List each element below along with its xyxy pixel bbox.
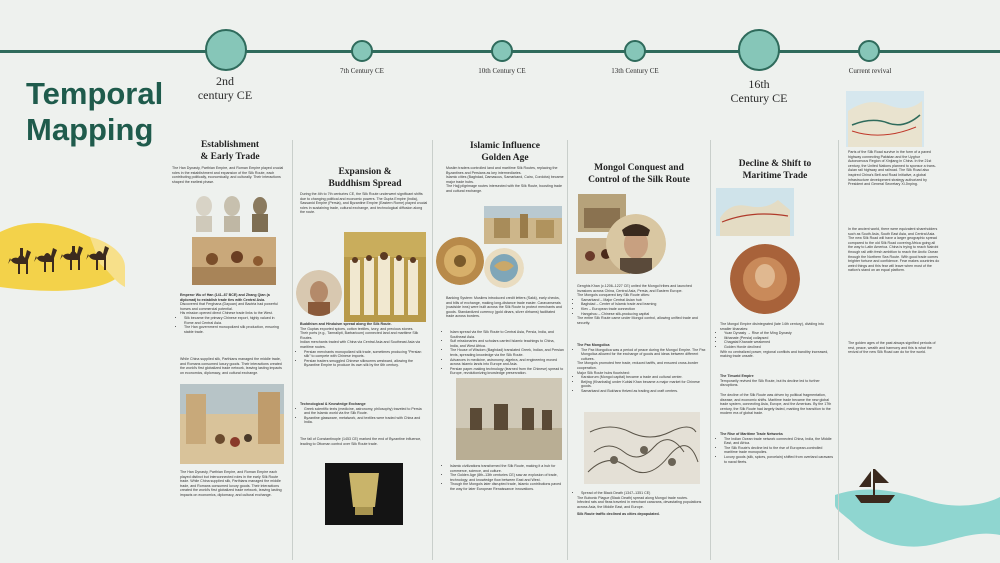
wudi-head: Emperor Wu of Han (141–87 BCE) and Zhang Qian (a diplomat) to establish trade ties with Central Asia. <box>180 293 270 302</box>
text-line: Islamic cities (Baghdad, Damascus, Samarkand, Cairo, Cordoba) became major trade hubs. <box>446 175 564 184</box>
title-line: Control of the Silk Route <box>588 175 690 185</box>
camel-caravan-illustration <box>0 212 125 297</box>
timeline-node-16th-century[interactable] <box>738 29 780 71</box>
manuscript-map-image <box>484 248 524 288</box>
list-item: • The House of Wisdom (Baghdad) translated Greek, Indian, and Persian texts, spreading knowledge via the Silk Route. <box>450 348 564 357</box>
column-divider <box>710 140 711 560</box>
list-item: • Byzantine glassware, metalwork, and textiles were traded with China and India. <box>304 416 428 425</box>
title-line: Maritime Trade <box>742 171 808 181</box>
era-label-2nd-century <box>180 74 270 102</box>
title-line: & Early Trade <box>200 152 260 162</box>
col3-conclusion <box>446 464 564 492</box>
roman-busts-image <box>188 192 278 234</box>
list-item: • Sufi missionaries and scholars carried Islamic teachings to China, India, and West Africa. <box>450 339 564 348</box>
text-line: Infected rats and fleas traveled in merchant caravans, devastating populations across Asia, the Middle East, and Europe. <box>577 500 702 509</box>
col2-buddhism <box>300 322 428 368</box>
column-title-establishment <box>180 139 280 163</box>
timeline-node-current[interactable] <box>858 40 880 62</box>
ship-icon <box>855 469 895 503</box>
text-line: With no centralized power, regional conflicts and banditry increased, making trade unsafe. <box>720 349 829 359</box>
list-item: • The Pax Mongolica was a period of peace during the Mongol Empire. The Pax Mongolica allowed for the exchange of goods and ideas between different cultures. <box>581 348 707 362</box>
list-item: • The Silk Route's decline led to the rise of European-controlled maritime trade monopolies. <box>724 446 835 455</box>
era-label-7th-century: 7th Century CE <box>340 67 384 75</box>
era-line: 2nd <box>216 74 234 88</box>
list-item: • Samarkand – Major Central Asian hub <box>581 298 707 303</box>
col2-intro: During the 4th to 7th centuries CE, the Silk Route underwent significant shifts due to changing political and economic powers. The Gupta Empire (India), Sassanid Empire (Persia), and Byzantine Empire (Eastern Rome) played crucial roles in sustaining trade, cultural exchange, and technological diffusion along the route. <box>300 192 428 215</box>
title-line: Golden Age <box>481 153 529 163</box>
list-item: • Luxury goods (silk, spices, porcelain) shifted from overland caravans to naval fleets. <box>724 455 835 464</box>
list-item: • Golden Horde declined <box>724 345 835 350</box>
text-line: The Hajj pilgrimage routes intersected with the Silk Route, boosting trade and cultural exchange. <box>446 184 563 193</box>
column-divider <box>567 140 568 560</box>
text-line: Temporarily revived the Silk Route, but its decline led to further disruptions. <box>720 378 820 388</box>
column-title-islamic <box>450 140 560 164</box>
text-line: Their ports (e.g., Tamralipti, Barbaricum) connected land and maritime Silk Routes. <box>300 331 419 340</box>
title-line: Decline & Shift to <box>738 159 812 169</box>
buddhism-head: Buddhism and Hinduism spread along the Silk Route. <box>300 322 392 326</box>
list-item: • The Golden Age (8th–13th centuries CE) saw an explosion of trade, technology, and knowledge flow between East and West. <box>450 473 564 482</box>
glass-cup-image <box>325 463 403 525</box>
col3-intro <box>446 166 564 194</box>
col4-plague <box>577 491 707 517</box>
era-line: century CE <box>197 88 253 102</box>
rider-icon <box>72 246 75 254</box>
text-line: The Guptas exported spices, cotton textiles, ivory, and precious stones. <box>300 326 414 331</box>
page-title-line: Mapping <box>26 112 154 147</box>
text-line: The Mongol Empire disintegrated (late 14th century), dividing into smaller khanates: <box>720 322 824 331</box>
list-item: • The Han government monopolized silk production, ensuring stable trade. <box>184 325 284 334</box>
column-divider <box>838 140 839 560</box>
astrolabe-image <box>436 237 484 285</box>
list-item: • Beijing (Khanbaliq) under Kublai Khan became a major market for Chinese goods. <box>581 380 707 389</box>
col4-pax <box>577 343 707 394</box>
column-divider <box>432 140 433 560</box>
column-title-mongol <box>574 162 704 186</box>
column-title-expansion <box>310 166 420 190</box>
list-item: • Greek scientific texts (medicine, astronomy, philosophy) traveled to Persia and the Islamic world via the Silk Route. <box>304 407 428 416</box>
text-line: Indian merchants traded with China via Central Asia and Southeast Asia via maritime routes. <box>300 340 421 349</box>
col5-decline: The decline of the Silk Route was driven by political fragmentation, disease, and economic shifts. Maritime trade became the new global trade system, connecting Asia, Europe, and the Americas. By the 17th century, the Silk Route had largely faded, marking the transition to the modern era of global trade. <box>720 393 832 416</box>
title-line: Islamic Influence <box>470 141 540 151</box>
era-label-13th-century: 13th Century CE <box>611 67 659 75</box>
list-item: • Spread of the Black Death (1347–1351 CE) <box>581 491 707 496</box>
list-item: • Advances in medicine, astronomy, algebra, and engineering moved across Islamic lands into Europe and Asia. <box>450 358 564 367</box>
title-line: Establishment <box>200 140 260 150</box>
list-item: • Chagatai Khanate weakened <box>724 340 835 345</box>
list-item: • Though the Mongols later disrupted trade, Islamic contributions paved the way for later European Renaissance innovations. <box>450 482 564 491</box>
byzantine-mosaic-image <box>344 232 426 322</box>
list-item: • Silk became the primary Chinese export, highly valued in Rome and Central Asia. <box>184 316 284 325</box>
col3-banking: Banking System: Muslims introduced credit letters (Sakk), early checks, and bills of exchange, making long-distance trade easier. Caravanserais (roadside inns) were built across the Silk Route to protect merchants and goods. Standardized currency (gold dinars, silver dirhams) facilitated trade across borders. <box>446 296 562 319</box>
plague-end: Silk Route traffic declined as cities depopulated. <box>577 512 660 517</box>
list-item: • Samarkand and Bukhara thrived as trading and craft centers. <box>581 389 707 394</box>
era-line: Century CE <box>730 91 788 105</box>
timurid-head: The Timurid Empire <box>720 374 754 378</box>
text-line: The Mongols promoted free trade, reduced tariffs, and ensured cross-border cooperation. <box>577 361 699 370</box>
col6-para2: In the ancient world, there were equivalent shareholders such as South Asia, South East Asia, and Central Asia. The new Silk Road will have a larger geographic spread compared to the old Silk Road covering Africa going all the way to Latin America. China is trying to reach Nairobi through rail with fresh ambition to reach the Arctic Ocean through the Northern Sea Route. With good trade comes brighter fortune and confidence. Fear makes countries do weird things and this fear will leave when most of the nation's stand on an equal platform. <box>848 227 940 273</box>
timeline-node-7th-century[interactable] <box>351 40 373 62</box>
pax-head: The Pax Mongolica <box>577 343 610 347</box>
col5-intro <box>720 322 835 359</box>
text-line: Muslim traders controlled land and maritime Silk Routes, replacing the Byzantines and Persians as key intermediaries. <box>446 166 558 175</box>
page-title <box>26 76 163 148</box>
era-label-current: Current revival <box>848 67 892 75</box>
genghis-khan-portrait-image <box>606 214 666 274</box>
list-item: • Karakorum (Mongol capital) became a trade and cultural center. <box>581 375 707 380</box>
list-item: • Islamic civilizations transformed the Silk Route, making it a hub for commerce, science, and culture. <box>450 464 564 473</box>
list-item: • Yuan Dynasty → Rise of the Ming Dynasty <box>724 331 835 336</box>
col2-fall: The fall of Constantinople (1453 CE) marked the end of Byzantine influence, leading to Ottoman control over Silk Route trade. <box>300 437 422 446</box>
col3-spread-list <box>446 330 564 376</box>
list-item: • Persian merchants monopolized silk trade, sometimes producing "Persian silk" to compete with Chinese imports. <box>304 350 428 359</box>
era-label-10th-century: 10th Century CE <box>478 67 526 75</box>
black-death-engraving-image <box>584 412 700 484</box>
list-item: • Persian traders smuggled Chinese silkworms westward, allowing the Byzantine Empire to produce its own silk by the 6th century. <box>304 359 428 368</box>
page-title-line: Temporal <box>26 76 164 111</box>
list-item: • Ilkhanate (Persia) collapsed <box>724 336 835 341</box>
list-item: • Persian paper-making technology (learned from the Chinese) spread to Europe, revolutionizing knowledge preservation. <box>450 367 564 376</box>
era-line: 16th <box>748 77 770 91</box>
trade-route-map-image <box>716 188 794 236</box>
column-divider <box>292 140 293 560</box>
col1-wudi <box>180 293 284 334</box>
rider-icon <box>20 248 23 256</box>
text-line: Genghis Khan (c.1206–1227 CE) united the Mongol tribes and launched invasions across China, Central Asia, Persia, and Eastern Europe. <box>577 284 692 293</box>
col2-tech <box>300 402 428 425</box>
tech-head: Technological & Knowledge Exchange <box>300 402 366 406</box>
text-line: The entire Silk Route came under Mongol control, allowing unified trade and security. <box>577 316 698 325</box>
column-title-decline <box>716 158 834 182</box>
han-painting-image <box>192 237 276 285</box>
list-item: • The Indian Ocean trade network connected China, India, the Middle East, and Africa. <box>724 437 835 446</box>
title-line: Mongol Conquest and <box>594 163 684 173</box>
col1-para2: While China supplied silk, Parthians managed the middle trade, and Romans consumed luxury goods. Their interactions created the world's first globalized trade network, leaving lasting impacts on economics, diplomacy, and cultural exchange. <box>180 357 282 375</box>
caravan-engraving-image <box>456 378 562 460</box>
timeline-node-10th-century[interactable] <box>491 40 513 62</box>
ship-wave-illustration <box>835 455 1000 555</box>
era-label-16th-century <box>714 77 804 105</box>
col5-maritime <box>720 432 835 464</box>
timeline-node-13th-century[interactable] <box>624 40 646 62</box>
title-line: Buddhism Spread <box>328 179 402 189</box>
text-line: The Bubonic Plague (Black Death) spread along Mongol trade routes. <box>577 495 688 500</box>
text-line: The Mongols conquered key Silk Route cities: <box>577 293 650 298</box>
list-item: • Islam spread via the Silk Route to Central Asia, Persia, India, and Southeast Asia. <box>450 330 564 339</box>
ming-emperor-portrait-image <box>730 244 800 314</box>
wudi-line: His mission opened direct Chinese trade links to the West. <box>180 311 273 316</box>
col1-para3: The Han Dynasty, Parthian Empire, and Roman Empire each played distinct but interconnected roles in the early Silk Route trade. While China supplied silk, Parthians managed the middle trade, and Romans consumed luxury goods. Their interactions created the world's first globalized trade network, leaving lasting impacts on economics, diplomacy, and cultural exchange. <box>180 470 282 497</box>
text-line: Major Silk Route hubs flourished: <box>577 370 630 375</box>
market-painting-image <box>180 384 284 464</box>
col6-para3: The golden ages of the past always signified periods of rest, peace, wealth and harmony and this is what the revival of the new Silk Road can do for the world. <box>848 341 936 355</box>
col5-timurid <box>720 374 835 388</box>
list-item: • Kiev – European trade connection <box>581 307 707 312</box>
col6-para1: Parts of the Silk Road survive in the form of a paved highway connecting Pakistan and the Uyghur Autonomous Region of Xinjiang in China. In the 21st century, the United Nations planned to sponsor a trans-Asian rail highway and railroad. The Silk Road also inspired China's Belt and Road Initiative, a global infrastructure development strategy authorized by President and General Secretary Xi Jinping. <box>848 150 936 187</box>
islamic-city-image <box>484 206 562 244</box>
wudi-line: Discovered that Ferghana (Dayuan) and Bactria had powerful horses and commercial potential. <box>180 302 278 311</box>
belt-and-road-map-image <box>846 91 924 147</box>
timeline-node-2nd-century[interactable] <box>205 29 247 71</box>
col1-intro: The Han Dynasty, Parthian Empire, and Roman Empire played crucial roles in the establishment and expansion of the Silk Route, each contributing politically, economically, and culturally. Their interactions shaped the earliest phase. <box>172 166 284 184</box>
list-item: • Hangzhou – Chinese silk-producing capital <box>581 312 707 317</box>
list-item: • Baghdad – Center of Islamic trade and learning <box>581 302 707 307</box>
maritime-head: The Rise of Maritime Trade Networks <box>720 432 783 436</box>
title-line: Expansion & <box>338 167 392 177</box>
buddha-portrait-image <box>296 270 342 316</box>
col4-intro <box>577 284 707 325</box>
